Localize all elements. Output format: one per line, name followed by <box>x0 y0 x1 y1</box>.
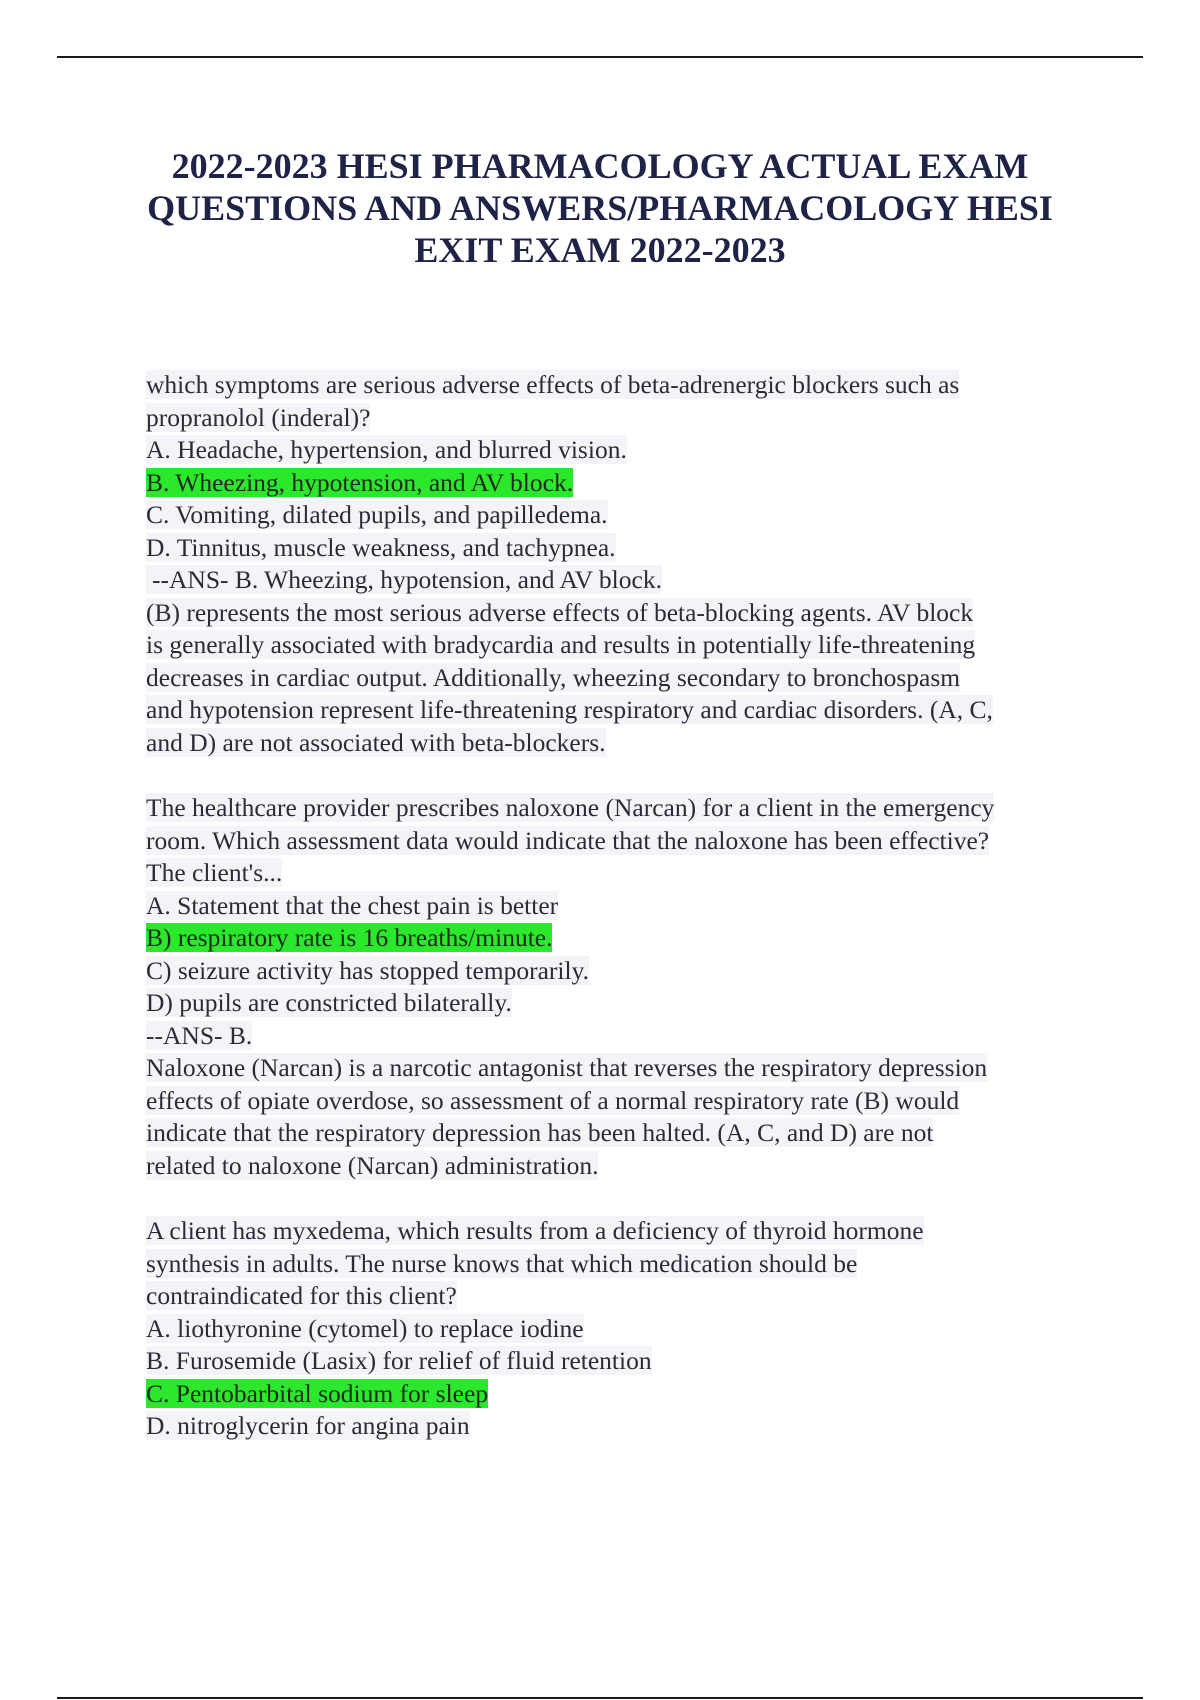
line-text: and D) are not associated with beta-blockers. <box>146 727 606 757</box>
question-text-line <box>146 369 1106 402</box>
question-text-line <box>146 1248 1106 1281</box>
question-text-line <box>146 1280 1106 1313</box>
question-block <box>146 369 1106 759</box>
line-text: A client has myxedema, which results from a deficiency of thyroid hormone <box>146 1216 924 1245</box>
question-text-line <box>146 499 1106 532</box>
question-text-line <box>146 532 1106 565</box>
question-block <box>146 792 1106 1182</box>
question-text-line <box>146 727 1106 760</box>
top-rule <box>57 56 1143 58</box>
line-text: The client's... <box>146 858 283 887</box>
line-text: C) seizure activity has stopped temporarily. <box>146 955 590 985</box>
line-text: and hypotension represent life-threatening respiratory and cardiac disorders. (A, C, <box>146 695 993 724</box>
line-text: propranolol (inderal)? <box>146 402 371 432</box>
line-text: C. Vomiting, dilated pupils, and papilledema. <box>146 500 608 529</box>
question-block <box>146 1215 1106 1443</box>
question-text-line <box>146 1085 1106 1118</box>
question-text-line <box>146 1117 1106 1150</box>
line-text: contraindicated for this client? <box>146 1281 457 1310</box>
question-text-line <box>146 629 1106 662</box>
title-line: EXIT EXAM 2022-2023 <box>414 230 786 270</box>
question-text-line <box>146 1020 1106 1053</box>
question-text-line <box>146 434 1106 467</box>
question-text-line <box>146 1150 1106 1183</box>
question-text-line <box>146 694 1106 727</box>
line-text: room. Which assessment data would indicate that the naloxone has been effective? <box>146 825 990 855</box>
title-line: QUESTIONS AND ANSWERS/PHARMACOLOGY HESI <box>147 188 1053 228</box>
page-title <box>100 145 1100 271</box>
bottom-rule <box>57 1697 1143 1699</box>
line-text: A. Headache, hypertension, and blurred vision. <box>146 435 627 464</box>
line-text: D. Tinnitus, muscle weakness, and tachypnea. <box>146 532 616 562</box>
title-line: 2022-2023 HESI PHARMACOLOGY ACTUAL EXAM <box>171 146 1029 186</box>
line-text: D) pupils are constricted bilaterally. <box>146 988 512 1017</box>
question-text-line <box>146 857 1106 890</box>
line-text: A. liothyronine (cytomel) to replace iodine <box>146 1313 584 1343</box>
highlighted-answer-line <box>146 922 1106 955</box>
question-text-line <box>146 890 1106 923</box>
line-text: A. Statement that the chest pain is better <box>146 890 559 920</box>
line-text: synthesis in adults. The nurse knows that which medication should be <box>146 1248 858 1278</box>
question-text-line <box>146 1313 1106 1346</box>
line-text: --ANS- B. Wheezing, hypotension, and AV block. <box>146 565 662 594</box>
line-text: related to naloxone (Narcan) administration. <box>146 1150 599 1180</box>
question-text-line <box>146 564 1106 597</box>
question-text-line <box>146 1410 1106 1443</box>
question-text-line <box>146 955 1106 988</box>
line-text: --ANS- B. <box>146 1020 253 1050</box>
question-text-line <box>146 1215 1106 1248</box>
line-text: decreases in cardiac output. Additionally, wheezing secondary to bronchospasm <box>146 662 961 692</box>
line-text: (B) represents the most serious adverse effects of beta-blocking agents. AV block <box>146 597 974 627</box>
question-list <box>146 369 1106 1476</box>
line-text: is generally associated with bradycardia and results in potentially life-threatening <box>146 630 976 659</box>
line-text: Naloxone (Narcan) is a narcotic antagonist that reverses the respiratory depression <box>146 1053 988 1082</box>
line-text: effects of opiate overdose, so assessment of a normal respiratory rate (B) would <box>146 1085 960 1115</box>
question-text-line <box>146 402 1106 435</box>
line-text: B) respiratory rate is 16 breaths/minute. <box>146 923 553 952</box>
question-text-line <box>146 1345 1106 1378</box>
highlighted-answer-line <box>146 1378 1106 1411</box>
line-text: D. nitroglycerin for angina pain <box>146 1411 470 1440</box>
line-text: C. Pentobarbital sodium for sleep <box>146 1378 489 1408</box>
line-text: indicate that the respiratory depression has been halted. (A, C, and D) are not <box>146 1118 934 1147</box>
line-text: The healthcare provider prescribes naloxone (Narcan) for a client in the emergency <box>146 793 995 822</box>
line-text: which symptoms are serious adverse effects of beta-adrenergic blockers such as <box>146 370 960 399</box>
line-text: B. Furosemide (Lasix) for relief of fluid retention <box>146 1346 652 1375</box>
question-text-line <box>146 792 1106 825</box>
highlighted-answer-line <box>146 467 1106 500</box>
question-text-line <box>146 825 1106 858</box>
question-text-line <box>146 1052 1106 1085</box>
question-text-line <box>146 662 1106 695</box>
line-text: B. Wheezing, hypotension, and AV block. <box>146 467 574 497</box>
question-text-line <box>146 987 1106 1020</box>
question-text-line <box>146 597 1106 630</box>
